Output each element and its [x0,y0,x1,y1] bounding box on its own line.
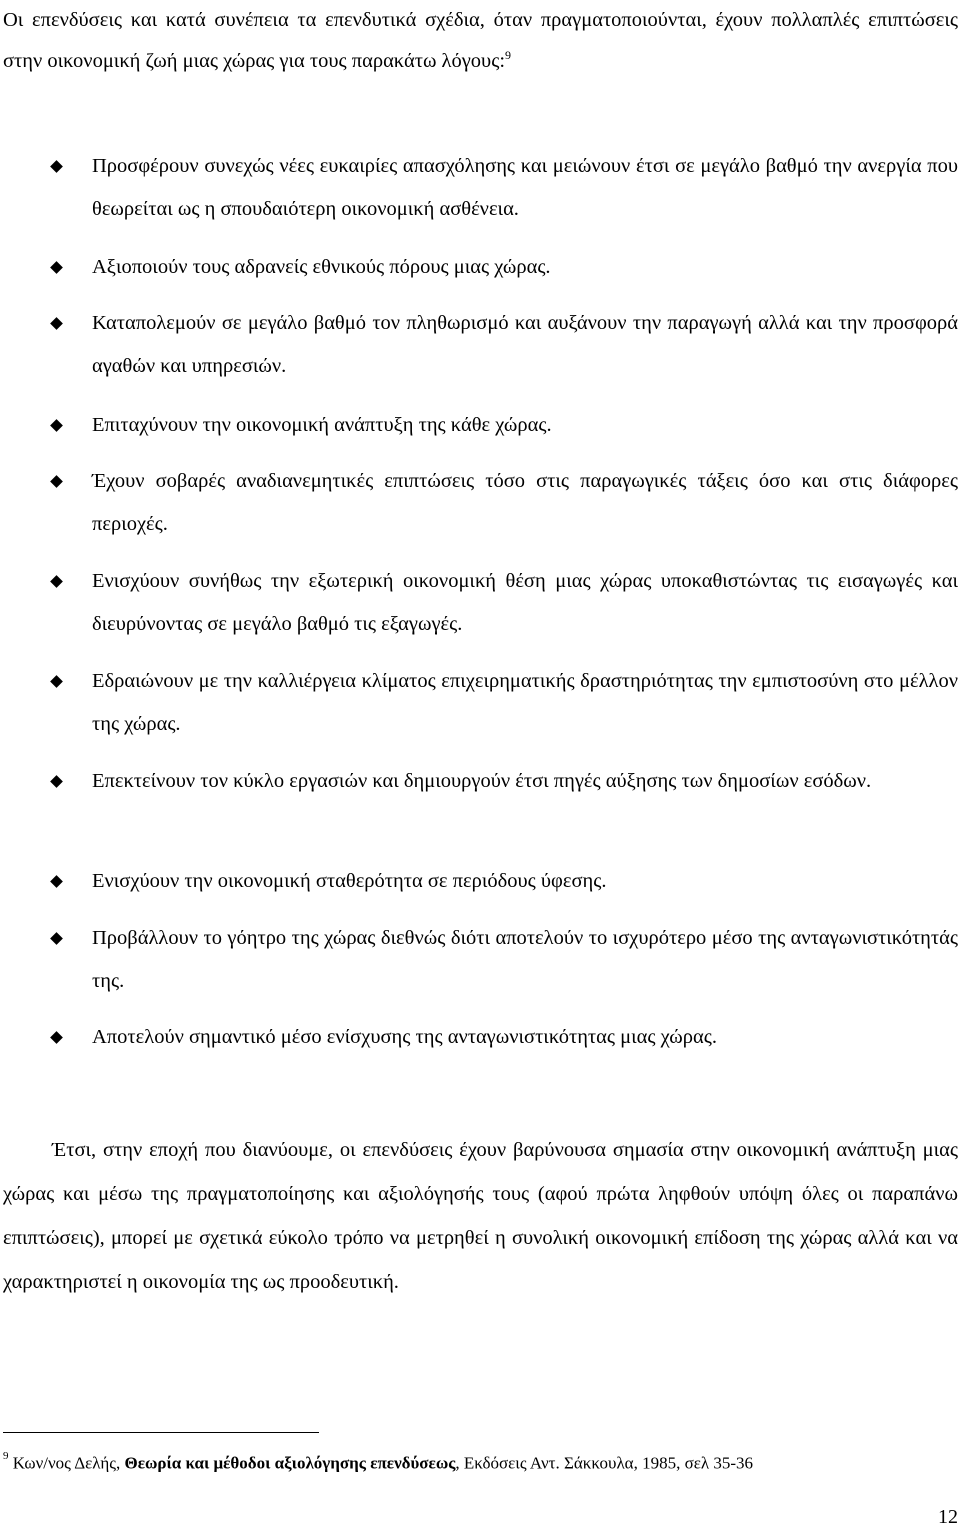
diamond-bullet-icon [50,875,63,888]
diamond-bullet-icon [50,419,63,432]
list-item-text: Καταπολεμούν σε μεγάλο βαθμό τον πληθωρισμό και αυξάνουν την παραγωγή αλλά και την προσφορά αγαθών και υπηρεσιών. [92,312,958,377]
list-item [92,1016,958,1059]
intro-text: Οι επενδύσεις και κατά συνέπεια τα επενδυτικά σχέδια, όταν πραγματοποιούνται, έχουν πολλαπλές επιπτώσεις στην οικονομική ζωή μιας χώρας για τους παρακάτω λόγους: [3,9,958,72]
list-item [92,660,958,746]
footnote-publisher: , Εκδόσεις Αντ. Σάκκουλα, 1985, σελ 35-36 [455,1453,754,1473]
list-item-text: Αξιοποιούν τους αδρανείς εθνικούς πόρους μιας χώρας. [92,256,551,278]
diamond-bullet-icon [50,932,63,945]
diamond-bullet-icon [50,775,63,788]
diamond-bullet-icon [50,261,63,274]
footnote-reference[interactable]: 9 [505,48,512,62]
list-item-text: Έχουν σοβαρές αναδιανεμητικές επιπτώσεις τόσο στις παραγωγικές τάξεις όσο και στις διάφορες περιοχές. [92,470,958,535]
list-item-text: Επιταχύνουν την οικονομική ανάπτυξη της κάθε χώρας. [92,414,552,436]
list-item-text: Ενισχύουν συνήθως την εξωτερική οικονομική θέση μιας χώρας υποκαθιστώντας τις εισαγωγές και διευρύνοντας σε μεγάλο βαθμό τις εξαγωγές. [92,570,958,635]
list-item [92,860,958,903]
list-item [92,460,958,546]
footnote-separator [3,1432,319,1433]
list-item [92,246,958,289]
list-item [92,145,958,231]
footnote [3,1447,958,1476]
list-item-text: Ενισχύουν την οικονομική σταθερότητα σε περιόδους ύφεσης. [92,870,607,892]
diamond-bullet-icon [50,575,63,588]
list-item [92,760,958,803]
list-item-text: Εδραιώνουν με την καλλιέργεια κλίματος επιχειρηματικής δραστηριότητας την εμπιστοσύνη στο μέλλον της χώρας. [92,670,958,735]
conclusion-paragraph: Έτσι, στην εποχή που διανύουμε, οι επενδύσεις έχουν βαρύνουσα σημασία στην οικονομική ανάπτυξη μιας χώρας και μέσω της πραγματοποίησης και αξιολόγησής τους (αφού πρώτα ληφθούν υπόψη όλες οι παραπάνω επιπτώσεις), μπορεί με σχετικά εύκολο τρόπο να μετρηθεί η συνολική οικονομική επίδοση της χώρας αλλά και να χαρακτηριστεί η οικονομία της ως προοδευτική. [3,1139,958,1293]
footnote-number: 9 [3,1450,9,1462]
footnote-author: Κων/νος Δελής, [12,1453,125,1473]
page-number: 12 [938,1506,958,1528]
list-item [92,917,958,1003]
intro-paragraph [3,0,958,82]
list-item-text: Επεκτείνουν τον κύκλο εργασιών και δημιουργούν έτσι πηγές αύξησης των δημοσίων εσόδων. [92,770,872,792]
list-item [92,560,958,646]
diamond-bullet-icon [50,160,63,173]
diamond-bullet-icon [50,317,63,330]
diamond-bullet-icon [50,475,63,488]
footnote-title: Θεωρία και μέθοδοι αξιολόγησης επενδύσεως [124,1453,456,1473]
list-item [92,404,958,447]
list-item-text: Προβάλλουν το γόητρο της χώρας διεθνώς διότι αποτελούν το ισχυρότερο μέσο της ανταγωνιστικότητάς της. [92,927,958,992]
diamond-bullet-icon [50,675,63,688]
list-item [92,302,958,388]
list-item-text: Αποτελούν σημαντικό μέσο ενίσχυσης της ανταγωνιστικότητας μιας χώρας. [92,1026,717,1048]
diamond-bullet-icon [50,1031,63,1044]
list-item-text: Προσφέρουν συνεχώς νέες ευκαιρίες απασχόλησης και μειώνουν έτσι σε μεγάλο βαθμό την ανεργία που θεωρείται ως η σπουδαιότερη οικονομική ασθένεια. [92,155,958,220]
